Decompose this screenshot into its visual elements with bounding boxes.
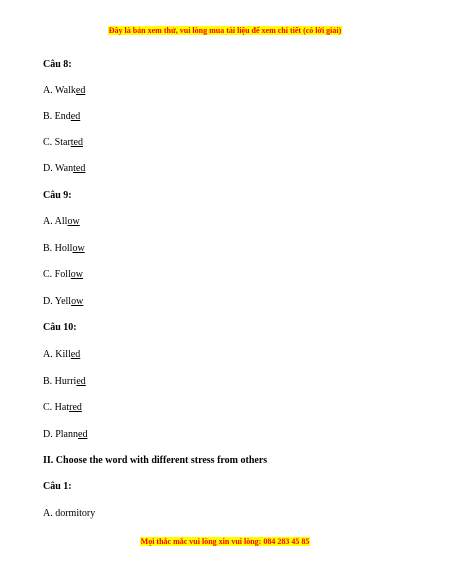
- contact-banner-text: Mọi thắc mắc vui lòng xin vui lòng: 084 283 45 85: [140, 537, 310, 546]
- question-9-option-c: C. Follow: [43, 269, 84, 280]
- question-9-option-b: B. Hollow: [43, 243, 85, 254]
- question-9-option-d: D. Yellow: [43, 296, 84, 307]
- question-8-option-a: A. Walked: [43, 85, 86, 96]
- question-10-option-b: B. Hurried: [43, 376, 86, 387]
- question-10-option-a: A. Killed: [43, 349, 81, 360]
- section-2-question-1-title: Câu 1:: [43, 481, 72, 492]
- section-2-question-1-option-a: A. dormitory: [43, 508, 96, 519]
- contact-banner: [0, 537, 450, 547]
- question-10-option-d: D. Planned: [43, 429, 88, 440]
- question-8-option-d: D. Wanted: [43, 163, 86, 174]
- section-2-heading: II. Choose the word with different stress from others: [43, 455, 268, 466]
- question-9-option-a: A. Allow: [43, 216, 80, 227]
- question-8-option-b: B. Ended: [43, 111, 81, 122]
- preview-banner: [0, 26, 450, 36]
- question-10-title: Câu 10:: [43, 322, 77, 333]
- question-8-title: Câu 8:: [43, 59, 72, 70]
- question-10-option-c: C. Hatred: [43, 402, 82, 413]
- preview-banner-text: Đây là bản xem thử, vui lòng mua tài liệu để xem chi tiết (có lời giải): [108, 26, 342, 35]
- question-8-option-c: C. Started: [43, 137, 83, 148]
- question-9-title: Câu 9:: [43, 190, 72, 201]
